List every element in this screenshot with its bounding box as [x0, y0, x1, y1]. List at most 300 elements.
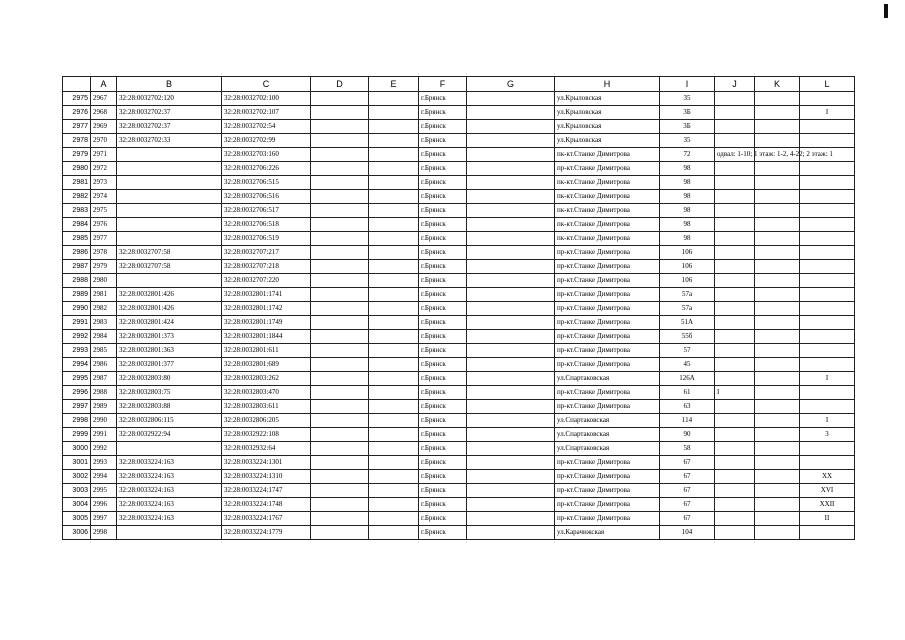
cell-f[interactable]: г.Брянск	[419, 456, 467, 470]
cell-h[interactable]: ул.Спартаковская	[555, 414, 660, 428]
cell-k[interactable]	[755, 330, 800, 344]
cell-c[interactable]: 32:28:0032707:218	[222, 260, 311, 274]
cell-d[interactable]	[311, 302, 369, 316]
cell-f[interactable]: г.Брянск	[419, 302, 467, 316]
cell-j[interactable]	[715, 302, 755, 316]
cell-l[interactable]	[800, 442, 855, 456]
row-number[interactable]: 2989	[63, 288, 91, 302]
cell-h[interactable]: ул.Крыловская	[555, 92, 660, 106]
cell-i[interactable]: 57	[660, 344, 715, 358]
cell-l[interactable]	[800, 162, 855, 176]
cell-a[interactable]: 2983	[91, 316, 117, 330]
cell-c[interactable]: 32:28:0032702:54	[222, 120, 311, 134]
cell-d[interactable]	[311, 162, 369, 176]
cell-c[interactable]: 32:28:0032702:100	[222, 92, 311, 106]
cell-l[interactable]	[800, 526, 855, 540]
cell-j[interactable]	[715, 498, 755, 512]
cell-k[interactable]	[755, 302, 800, 316]
cell-a[interactable]: 2970	[91, 134, 117, 148]
cell-j[interactable]	[715, 92, 755, 106]
cell-f[interactable]: г.Брянск	[419, 148, 467, 162]
cell-k[interactable]	[755, 358, 800, 372]
cell-b[interactable]: 32:28:0033224:163	[117, 470, 222, 484]
cell-e[interactable]	[369, 260, 419, 274]
cell-d[interactable]	[311, 414, 369, 428]
cell-e[interactable]	[369, 274, 419, 288]
cell-g[interactable]	[467, 386, 555, 400]
cell-e[interactable]	[369, 316, 419, 330]
cell-f[interactable]: г.Брянск	[419, 316, 467, 330]
cell-j[interactable]	[715, 204, 755, 218]
cell-k[interactable]	[755, 456, 800, 470]
cell-j[interactable]: одвал: 1-10; 1 этаж: 1-2, 4-22; 2 этаж: 1	[715, 148, 755, 162]
cell-d[interactable]	[311, 330, 369, 344]
cell-h[interactable]: пр-кт.Станке Димитрова	[555, 260, 660, 274]
cell-k[interactable]	[755, 400, 800, 414]
cell-a[interactable]: 2984	[91, 330, 117, 344]
cell-h[interactable]: пр-кт.Станке Димитрова	[555, 470, 660, 484]
cell-i[interactable]: 98	[660, 232, 715, 246]
cell-j[interactable]	[715, 442, 755, 456]
cell-h[interactable]: пк-кт.Станке Димитрова	[555, 218, 660, 232]
cell-e[interactable]	[369, 358, 419, 372]
row-number[interactable]: 3001	[63, 456, 91, 470]
cell-g[interactable]	[467, 372, 555, 386]
cell-j[interactable]	[715, 526, 755, 540]
cell-a[interactable]: 2995	[91, 484, 117, 498]
cell-l[interactable]: 3	[800, 428, 855, 442]
cell-g[interactable]	[467, 92, 555, 106]
cell-g[interactable]	[467, 162, 555, 176]
row-number[interactable]: 2983	[63, 204, 91, 218]
cell-d[interactable]	[311, 232, 369, 246]
cell-i[interactable]: 55б	[660, 330, 715, 344]
cell-a[interactable]: 2991	[91, 428, 117, 442]
cell-k[interactable]	[755, 106, 800, 120]
cell-f[interactable]: г.Брянск	[419, 218, 467, 232]
cell-c[interactable]: 32:28:0032803:470	[222, 386, 311, 400]
cell-l[interactable]	[800, 218, 855, 232]
cell-a[interactable]: 2988	[91, 386, 117, 400]
column-header-j[interactable]: J	[715, 77, 755, 92]
cell-b[interactable]: 32:28:0032801:377	[117, 358, 222, 372]
cell-k[interactable]	[755, 372, 800, 386]
cell-c[interactable]: 32:28:0032801:1741	[222, 288, 311, 302]
row-number[interactable]: 2999	[63, 428, 91, 442]
cell-i[interactable]: 63	[660, 400, 715, 414]
cell-g[interactable]	[467, 456, 555, 470]
row-number[interactable]: 2984	[63, 218, 91, 232]
cell-i[interactable]: 98	[660, 190, 715, 204]
cell-g[interactable]	[467, 498, 555, 512]
cell-k[interactable]	[755, 526, 800, 540]
cell-b[interactable]	[117, 204, 222, 218]
cell-h[interactable]: пк-кт.Станке Димитрова	[555, 190, 660, 204]
cell-l[interactable]	[800, 246, 855, 260]
cell-k[interactable]	[755, 120, 800, 134]
cell-j[interactable]	[715, 316, 755, 330]
row-number[interactable]: 3000	[63, 442, 91, 456]
cell-f[interactable]: г.Брянск	[419, 344, 467, 358]
cell-d[interactable]	[311, 176, 369, 190]
cell-g[interactable]	[467, 106, 555, 120]
cell-a[interactable]: 2987	[91, 372, 117, 386]
cell-l[interactable]	[800, 358, 855, 372]
cell-e[interactable]	[369, 92, 419, 106]
cell-e[interactable]	[369, 386, 419, 400]
row-number[interactable]: 2993	[63, 344, 91, 358]
cell-c[interactable]: 32:28:0033224:1747	[222, 484, 311, 498]
cell-b[interactable]: 32:28:0032801:373	[117, 330, 222, 344]
cell-j[interactable]: I	[715, 386, 755, 400]
cell-f[interactable]: г.Брянск	[419, 134, 467, 148]
cell-j[interactable]	[715, 246, 755, 260]
cell-d[interactable]	[311, 372, 369, 386]
cell-h[interactable]: пр-кт.Станке Димитрова	[555, 330, 660, 344]
cell-l[interactable]	[800, 190, 855, 204]
cell-g[interactable]	[467, 316, 555, 330]
cell-g[interactable]	[467, 442, 555, 456]
cell-l[interactable]	[800, 274, 855, 288]
cell-d[interactable]	[311, 428, 369, 442]
row-number[interactable]: 2982	[63, 190, 91, 204]
cell-i[interactable]: 57а	[660, 288, 715, 302]
row-number[interactable]: 2995	[63, 372, 91, 386]
cell-e[interactable]	[369, 288, 419, 302]
row-number[interactable]: 2975	[63, 92, 91, 106]
cell-k[interactable]	[755, 344, 800, 358]
row-number[interactable]: 3002	[63, 470, 91, 484]
cell-k[interactable]	[755, 218, 800, 232]
cell-i[interactable]: 106	[660, 274, 715, 288]
cell-f[interactable]: г.Брянск	[419, 358, 467, 372]
cell-d[interactable]	[311, 120, 369, 134]
cell-f[interactable]: г.Брянск	[419, 484, 467, 498]
cell-e[interactable]	[369, 134, 419, 148]
row-number[interactable]: 3003	[63, 484, 91, 498]
cell-d[interactable]	[311, 526, 369, 540]
cell-h[interactable]: пк-кт.Станке Димитрова	[555, 148, 660, 162]
cell-h[interactable]: пр-кт.Станке Димитрова	[555, 162, 660, 176]
cell-i[interactable]: 106	[660, 260, 715, 274]
cell-a[interactable]: 2975	[91, 204, 117, 218]
cell-j[interactable]	[715, 372, 755, 386]
cell-i[interactable]: 67	[660, 512, 715, 526]
cell-j[interactable]	[715, 134, 755, 148]
cell-l[interactable]	[800, 344, 855, 358]
column-header-b[interactable]: B	[117, 77, 222, 92]
cell-g[interactable]	[467, 344, 555, 358]
cell-l[interactable]: XVI	[800, 484, 855, 498]
cell-c[interactable]: 32:28:0033224:1767	[222, 512, 311, 526]
cell-d[interactable]	[311, 218, 369, 232]
cell-c[interactable]: 32:28:0032707:217	[222, 246, 311, 260]
cell-i[interactable]: 72	[660, 148, 715, 162]
cell-e[interactable]	[369, 400, 419, 414]
cell-b[interactable]: 32:28:0033224:163	[117, 484, 222, 498]
cell-b[interactable]: 32:28:0032803:80	[117, 372, 222, 386]
cell-i[interactable]: 98	[660, 204, 715, 218]
cell-h[interactable]: пр-кт.Станке Димитрова	[555, 386, 660, 400]
cell-d[interactable]	[311, 442, 369, 456]
cell-a[interactable]: 2972	[91, 162, 117, 176]
cell-f[interactable]: г.Брянск	[419, 512, 467, 526]
cell-d[interactable]	[311, 470, 369, 484]
cell-e[interactable]	[369, 344, 419, 358]
cell-e[interactable]	[369, 330, 419, 344]
cell-f[interactable]: г.Брянск	[419, 204, 467, 218]
cell-i[interactable]: 104	[660, 526, 715, 540]
cell-e[interactable]	[369, 512, 419, 526]
cell-d[interactable]	[311, 400, 369, 414]
cell-a[interactable]: 2992	[91, 442, 117, 456]
cell-l[interactable]	[800, 176, 855, 190]
cell-a[interactable]: 2971	[91, 148, 117, 162]
row-number[interactable]: 2990	[63, 302, 91, 316]
cell-c[interactable]: 32:28:0032706:519	[222, 232, 311, 246]
cell-j[interactable]	[715, 414, 755, 428]
cell-j[interactable]	[715, 456, 755, 470]
cell-a[interactable]: 2982	[91, 302, 117, 316]
cell-a[interactable]: 2990	[91, 414, 117, 428]
cell-g[interactable]	[467, 470, 555, 484]
cell-c[interactable]: 32:28:0033224:1748	[222, 498, 311, 512]
cell-g[interactable]	[467, 218, 555, 232]
cell-e[interactable]	[369, 442, 419, 456]
cell-a[interactable]: 2994	[91, 470, 117, 484]
cell-j[interactable]	[715, 232, 755, 246]
cell-f[interactable]: г.Брянск	[419, 120, 467, 134]
cell-c[interactable]: 32:28:0032806:205	[222, 414, 311, 428]
cell-k[interactable]	[755, 134, 800, 148]
row-number[interactable]: 3006	[63, 526, 91, 540]
cell-h[interactable]: ул.Карачижская	[555, 526, 660, 540]
cell-i[interactable]: 90	[660, 428, 715, 442]
cell-h[interactable]: пр-кт.Станке Димитрова	[555, 288, 660, 302]
cell-d[interactable]	[311, 274, 369, 288]
row-number[interactable]: 2986	[63, 246, 91, 260]
column-header-e[interactable]: E	[369, 77, 419, 92]
row-number[interactable]: 2977	[63, 120, 91, 134]
cell-d[interactable]	[311, 316, 369, 330]
cell-i[interactable]: 98	[660, 162, 715, 176]
row-number[interactable]: 2996	[63, 386, 91, 400]
cell-l[interactable]	[800, 386, 855, 400]
cell-e[interactable]	[369, 148, 419, 162]
cell-c[interactable]: 32:28:0032801:611	[222, 344, 311, 358]
cell-e[interactable]	[369, 428, 419, 442]
cell-l[interactable]	[800, 260, 855, 274]
cell-l[interactable]: II	[800, 512, 855, 526]
cell-e[interactable]	[369, 190, 419, 204]
cell-i[interactable]: 67	[660, 456, 715, 470]
cell-d[interactable]	[311, 512, 369, 526]
cell-k[interactable]	[755, 190, 800, 204]
cell-i[interactable]: 3Б	[660, 120, 715, 134]
row-number[interactable]: 2998	[63, 414, 91, 428]
row-number[interactable]: 2997	[63, 400, 91, 414]
cell-a[interactable]: 2986	[91, 358, 117, 372]
cell-d[interactable]	[311, 358, 369, 372]
cell-i[interactable]: 67	[660, 484, 715, 498]
cell-c[interactable]: 32:28:0032801:1844	[222, 330, 311, 344]
cell-f[interactable]: г.Брянск	[419, 428, 467, 442]
cell-l[interactable]	[800, 316, 855, 330]
cell-b[interactable]: 32:28:0032801:363	[117, 344, 222, 358]
cell-g[interactable]	[467, 246, 555, 260]
cell-a[interactable]: 2997	[91, 512, 117, 526]
cell-b[interactable]	[117, 148, 222, 162]
cell-h[interactable]: ул.Спартаковская	[555, 442, 660, 456]
cell-e[interactable]	[369, 470, 419, 484]
cell-k[interactable]	[755, 316, 800, 330]
cell-i[interactable]: 114	[660, 414, 715, 428]
cell-c[interactable]: 32:28:0032707:220	[222, 274, 311, 288]
cell-b[interactable]: 32:28:0032702:37	[117, 120, 222, 134]
cell-g[interactable]	[467, 484, 555, 498]
cell-l[interactable]	[800, 302, 855, 316]
cell-a[interactable]: 2996	[91, 498, 117, 512]
cell-j[interactable]	[715, 120, 755, 134]
cell-a[interactable]: 2968	[91, 106, 117, 120]
cell-i[interactable]: 51А	[660, 316, 715, 330]
cell-d[interactable]	[311, 288, 369, 302]
cell-h[interactable]: ул.Спартаковская	[555, 428, 660, 442]
cell-d[interactable]	[311, 386, 369, 400]
cell-l[interactable]	[800, 232, 855, 246]
cell-f[interactable]: г.Брянск	[419, 190, 467, 204]
cell-b[interactable]	[117, 190, 222, 204]
cell-e[interactable]	[369, 484, 419, 498]
cell-h[interactable]: пк-кт.Станке Димитрова	[555, 176, 660, 190]
cell-h[interactable]: пр-кт.Станке Димитрова	[555, 302, 660, 316]
cell-b[interactable]: 32:28:0032707:58	[117, 260, 222, 274]
cell-j[interactable]	[715, 190, 755, 204]
cell-a[interactable]: 2989	[91, 400, 117, 414]
cell-g[interactable]	[467, 134, 555, 148]
cell-b[interactable]: 32:28:0033224:163	[117, 512, 222, 526]
row-number[interactable]: 2980	[63, 162, 91, 176]
cell-g[interactable]	[467, 414, 555, 428]
cell-c[interactable]: 32:28:0032706:518	[222, 218, 311, 232]
cell-d[interactable]	[311, 246, 369, 260]
cell-c[interactable]: 32:28:0032922:108	[222, 428, 311, 442]
cell-l[interactable]: XX	[800, 470, 855, 484]
cell-k[interactable]	[755, 246, 800, 260]
cell-a[interactable]: 2967	[91, 92, 117, 106]
cell-h[interactable]: ул.Спартаковская	[555, 372, 660, 386]
cell-k[interactable]	[755, 484, 800, 498]
cell-g[interactable]	[467, 288, 555, 302]
cell-e[interactable]	[369, 204, 419, 218]
column-header-c[interactable]: C	[222, 77, 311, 92]
cell-b[interactable]	[117, 176, 222, 190]
cell-b[interactable]: 32:28:0032801:424	[117, 316, 222, 330]
cell-i[interactable]: 3Б	[660, 106, 715, 120]
cell-f[interactable]: г.Брянск	[419, 526, 467, 540]
cell-j[interactable]	[715, 288, 755, 302]
cell-c[interactable]: 32:28:0032803:611	[222, 400, 311, 414]
cell-b[interactable]: 32:28:0033224:163	[117, 456, 222, 470]
cell-g[interactable]	[467, 330, 555, 344]
cell-c[interactable]: 32:28:0033224:1779	[222, 526, 311, 540]
column-header-k[interactable]: K	[755, 77, 800, 92]
row-number[interactable]: 3004	[63, 498, 91, 512]
cell-e[interactable]	[369, 456, 419, 470]
row-number[interactable]: 2987	[63, 260, 91, 274]
cell-a[interactable]: 2976	[91, 218, 117, 232]
cell-e[interactable]	[369, 302, 419, 316]
cell-f[interactable]: г.Брянск	[419, 274, 467, 288]
cell-k[interactable]	[755, 92, 800, 106]
cell-e[interactable]	[369, 162, 419, 176]
cell-l[interactable]	[800, 120, 855, 134]
cell-b[interactable]	[117, 526, 222, 540]
cell-j[interactable]	[715, 512, 755, 526]
cell-c[interactable]: 32:28:0032702:107	[222, 106, 311, 120]
cell-c[interactable]: 32:28:0032801:1749	[222, 316, 311, 330]
cell-l[interactable]: I	[800, 372, 855, 386]
cell-b[interactable]: 32:28:0033224:163	[117, 498, 222, 512]
row-number[interactable]: 2992	[63, 330, 91, 344]
cell-k[interactable]	[755, 162, 800, 176]
cell-g[interactable]	[467, 176, 555, 190]
cell-a[interactable]: 2979	[91, 260, 117, 274]
cell-i[interactable]: 45	[660, 358, 715, 372]
cell-i[interactable]: 67	[660, 470, 715, 484]
cell-f[interactable]: г.Брянск	[419, 414, 467, 428]
row-number[interactable]: 2981	[63, 176, 91, 190]
cell-k[interactable]	[755, 288, 800, 302]
cell-e[interactable]	[369, 372, 419, 386]
cell-k[interactable]	[755, 386, 800, 400]
cell-e[interactable]	[369, 414, 419, 428]
cell-h[interactable]: пк-кт.Станке Димитрова	[555, 232, 660, 246]
cell-k[interactable]	[755, 260, 800, 274]
cell-e[interactable]	[369, 526, 419, 540]
cell-j[interactable]	[715, 260, 755, 274]
cell-f[interactable]: г.Брянск	[419, 400, 467, 414]
cell-i[interactable]: 58	[660, 442, 715, 456]
cell-l[interactable]	[800, 330, 855, 344]
cell-g[interactable]	[467, 526, 555, 540]
cell-k[interactable]	[755, 204, 800, 218]
cell-d[interactable]	[311, 344, 369, 358]
cell-h[interactable]: ул.Крыловская	[555, 106, 660, 120]
cell-c[interactable]: 32:28:0032932:64	[222, 442, 311, 456]
cell-e[interactable]	[369, 106, 419, 120]
cell-b[interactable]: 32:28:0032806:115	[117, 414, 222, 428]
cell-e[interactable]	[369, 498, 419, 512]
cell-j[interactable]	[715, 470, 755, 484]
cell-j[interactable]	[715, 428, 755, 442]
cell-c[interactable]: 32:28:0032706:226	[222, 162, 311, 176]
cell-b[interactable]	[117, 442, 222, 456]
cell-g[interactable]	[467, 232, 555, 246]
cell-i[interactable]: 35	[660, 92, 715, 106]
cell-e[interactable]	[369, 232, 419, 246]
cell-k[interactable]	[755, 498, 800, 512]
cell-e[interactable]	[369, 218, 419, 232]
cell-a[interactable]: 2974	[91, 190, 117, 204]
cell-b[interactable]	[117, 274, 222, 288]
cell-f[interactable]: г.Брянск	[419, 386, 467, 400]
cell-b[interactable]: 32:28:0032702:33	[117, 134, 222, 148]
cell-l[interactable]: I	[800, 106, 855, 120]
cell-l[interactable]	[800, 204, 855, 218]
cell-f[interactable]: г.Брянск	[419, 442, 467, 456]
cell-f[interactable]: г.Брянск	[419, 330, 467, 344]
